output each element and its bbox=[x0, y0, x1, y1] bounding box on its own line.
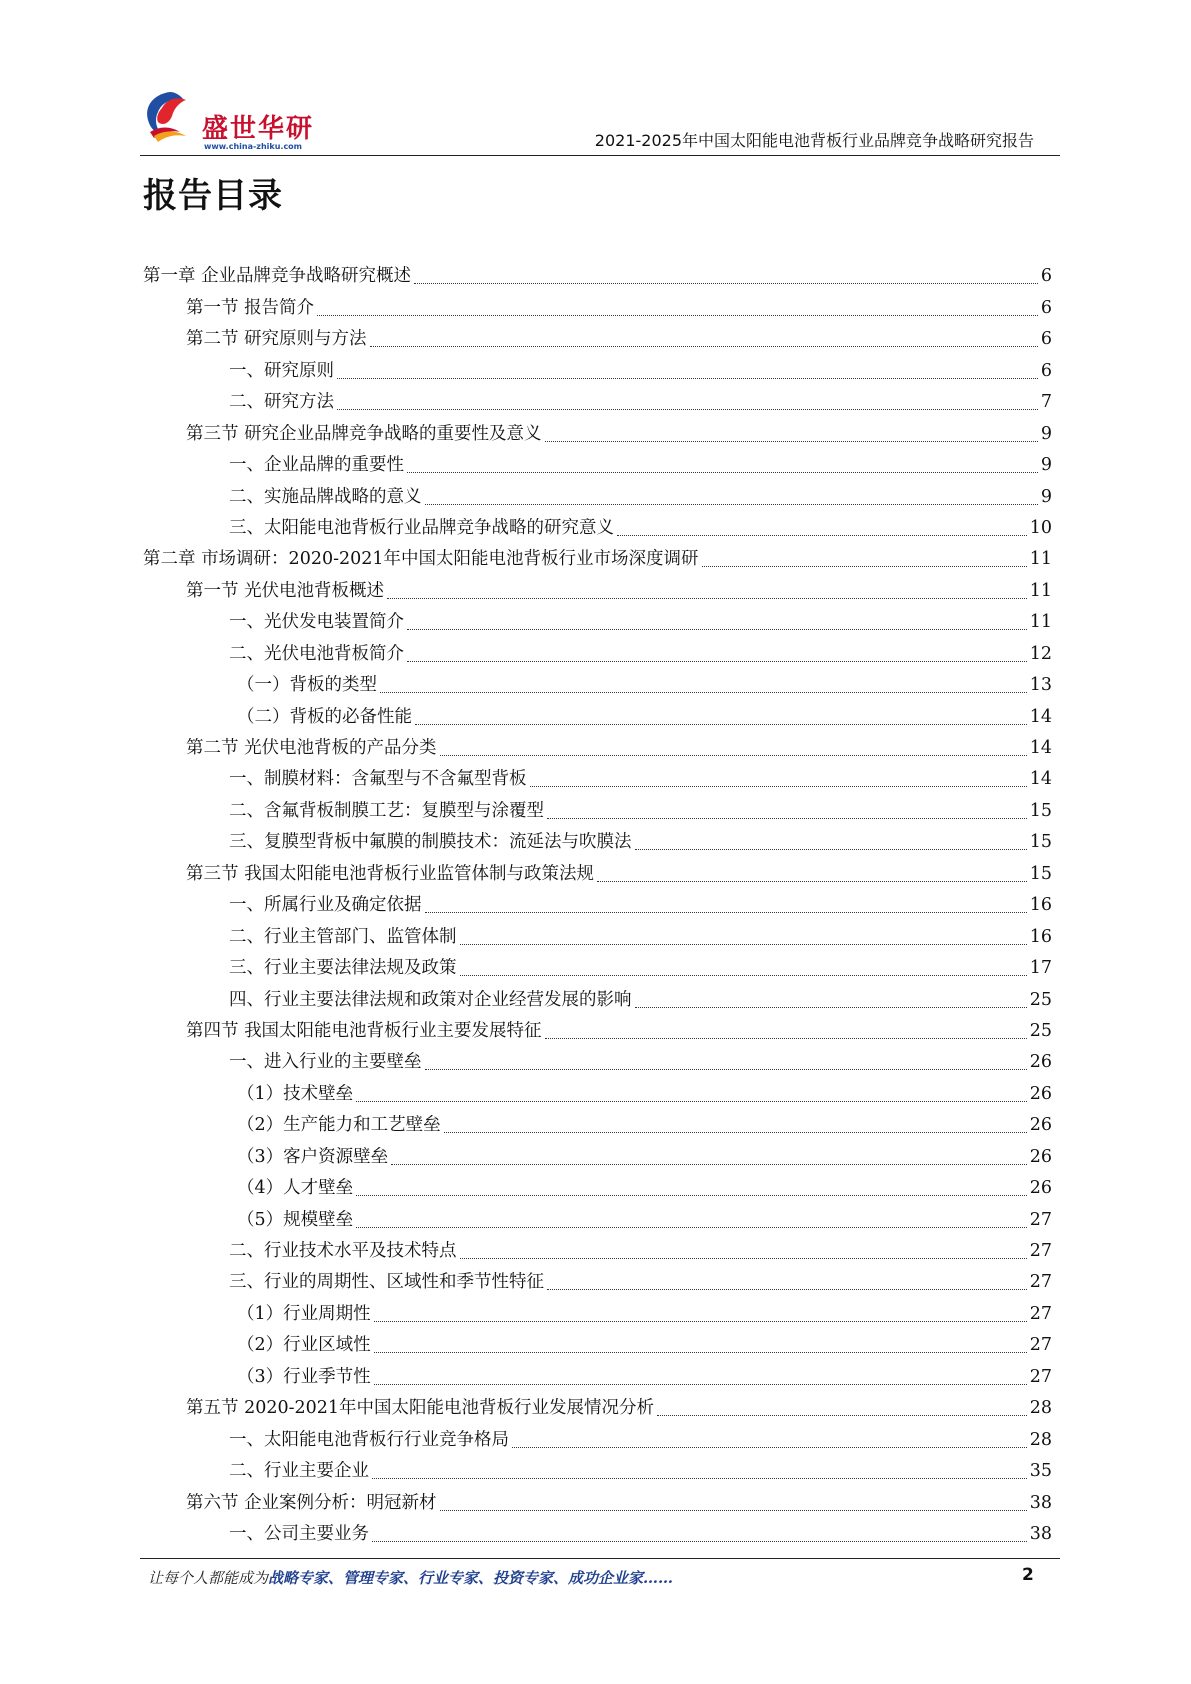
toc-entry-label: 一、公司主要业务 bbox=[229, 1523, 369, 1544]
toc-entry-label: 四、行业主要法律法规和政策对企业经营发展的影响 bbox=[229, 989, 632, 1010]
page-header bbox=[140, 78, 1060, 158]
toc-entry-label: （二）背板的必备性能 bbox=[237, 706, 412, 727]
toc-entry[interactable] bbox=[143, 261, 1052, 292]
toc-entry-page: 9 bbox=[1040, 486, 1052, 507]
toc-entry-label: 二、光伏电池背板简介 bbox=[229, 643, 404, 664]
toc-entry[interactable] bbox=[143, 1487, 1052, 1518]
toc-entry-label: 三、太阳能电池背板行业品牌竞争战略的研究意义 bbox=[229, 517, 614, 538]
toc-dot-leader bbox=[374, 1321, 1027, 1322]
toc-entry[interactable] bbox=[143, 670, 1052, 701]
toc-dot-leader bbox=[356, 1227, 1027, 1228]
toc-entry[interactable] bbox=[143, 450, 1052, 481]
toc-entry-label: 第三节 研究企业品牌竞争战略的重要性及意义 bbox=[186, 423, 542, 444]
toc-entry-page: 26 bbox=[1029, 1052, 1052, 1073]
toc-entry-page: 14 bbox=[1029, 738, 1052, 758]
toc-dot-leader bbox=[617, 535, 1027, 536]
toc-dot-leader bbox=[460, 944, 1027, 945]
toc-entry-page: 14 bbox=[1029, 706, 1052, 727]
toc-entry[interactable] bbox=[143, 1173, 1052, 1204]
page-number: 2 bbox=[1022, 1565, 1034, 1585]
toc-dot-leader bbox=[374, 1384, 1027, 1385]
brand-url: www.china-zhiku.com bbox=[204, 142, 303, 151]
toc-entry[interactable] bbox=[143, 1424, 1052, 1455]
toc-entry-label: 二、实施品牌战略的意义 bbox=[229, 486, 422, 507]
toc-entry[interactable] bbox=[143, 921, 1052, 952]
toc-entry-label: 三、行业的周期性、区域性和季节性特征 bbox=[229, 1272, 544, 1293]
toc-entry-page: 6 bbox=[1040, 329, 1052, 350]
toc-entry-label: （2）行业区域性 bbox=[237, 1335, 371, 1356]
toc-entry-label: 二、含氟背板制膜工艺：复膜型与涂覆型 bbox=[229, 800, 544, 821]
toc-entry[interactable] bbox=[143, 638, 1052, 669]
toc-entry-label: 第五节 2020-2021年中国太阳能电池背板行业发展情况分析 bbox=[186, 1398, 655, 1419]
toc-entry-label: 第六节 企业案例分析：明冠新材 bbox=[186, 1492, 437, 1513]
toc-entry-label: 第二节 光伏电池背板的产品分类 bbox=[186, 738, 437, 758]
toc-dot-leader bbox=[356, 1101, 1027, 1102]
toc-entry-page: 35 bbox=[1029, 1461, 1052, 1482]
toc-entry-page: 16 bbox=[1029, 895, 1052, 916]
toc-entry[interactable] bbox=[143, 1330, 1052, 1361]
toc-entry-label: 第一节 光伏电池背板概述 bbox=[186, 580, 385, 601]
toc-entry-label: （1）技术壁垒 bbox=[237, 1083, 354, 1104]
toc-entry[interactable] bbox=[143, 733, 1052, 764]
toc-dot-leader bbox=[425, 504, 1038, 505]
footer-slogan bbox=[148, 1567, 673, 1588]
toc-dot-leader bbox=[512, 1447, 1027, 1448]
toc-entry-label: 一、制膜材料：含氟型与不含氟型背板 bbox=[229, 769, 527, 790]
toc-entry-page: 25 bbox=[1029, 989, 1052, 1010]
toc-dot-leader bbox=[440, 755, 1027, 756]
toc-entry-page: 28 bbox=[1029, 1398, 1052, 1419]
toc-entry-label: 一、光伏发电装置简介 bbox=[229, 612, 404, 633]
toc-entry[interactable] bbox=[143, 607, 1052, 638]
company-logo bbox=[140, 86, 330, 156]
toc-entry[interactable] bbox=[143, 1047, 1052, 1078]
slogan-prefix: 让每个人都能成为 bbox=[148, 1569, 269, 1587]
toc-dot-leader bbox=[415, 724, 1027, 725]
toc-entry-page: 25 bbox=[1029, 1020, 1052, 1041]
page-title: 报告目录 bbox=[143, 176, 283, 216]
toc-dot-leader bbox=[407, 661, 1027, 662]
logo-mark-icon bbox=[140, 86, 200, 148]
toc-entry-page: 15 bbox=[1029, 800, 1052, 821]
toc-dot-leader bbox=[374, 1352, 1027, 1353]
toc-dot-leader bbox=[414, 283, 1038, 284]
toc-entry-page: 9 bbox=[1040, 455, 1052, 476]
toc-dot-leader bbox=[635, 1007, 1027, 1008]
toc-entry-page: 27 bbox=[1029, 1209, 1052, 1230]
toc-dot-leader bbox=[440, 1510, 1027, 1511]
toc-entry-page: 28 bbox=[1029, 1429, 1052, 1450]
toc-entry[interactable] bbox=[143, 1141, 1052, 1172]
toc-entry[interactable] bbox=[143, 1361, 1052, 1392]
toc-entry-label: 第四节 我国太阳能电池背板行业主要发展特征 bbox=[186, 1020, 542, 1041]
table-of-contents bbox=[143, 261, 1052, 1550]
toc-entry-page: 26 bbox=[1029, 1178, 1052, 1199]
toc-entry[interactable] bbox=[143, 355, 1052, 386]
toc-entry-label: 二、行业主管部门、监管体制 bbox=[229, 926, 457, 947]
toc-entry[interactable] bbox=[143, 324, 1052, 355]
toc-entry-page: 38 bbox=[1029, 1523, 1052, 1544]
toc-entry[interactable] bbox=[143, 795, 1052, 826]
toc-entry-label: （4）人才壁垒 bbox=[237, 1178, 354, 1199]
toc-entry-label: 二、行业技术水平及技术特点 bbox=[229, 1241, 457, 1261]
toc-dot-leader bbox=[530, 786, 1027, 787]
toc-entry[interactable] bbox=[143, 890, 1052, 921]
toc-dot-leader bbox=[387, 598, 1027, 599]
footer-divider bbox=[140, 1558, 1060, 1559]
toc-dot-leader bbox=[547, 1289, 1027, 1290]
toc-entry-label: 三、行业主要法律法规及政策 bbox=[229, 958, 457, 979]
toc-entry-page: 27 bbox=[1029, 1335, 1052, 1356]
toc-entry-page: 15 bbox=[1029, 863, 1052, 884]
toc-entry-label: 第二章 市场调研：2020-2021年中国太阳能电池背板行业市场深度调研 bbox=[143, 549, 699, 570]
toc-entry[interactable] bbox=[143, 1456, 1052, 1487]
toc-dot-leader bbox=[657, 1415, 1027, 1416]
toc-dot-leader bbox=[547, 818, 1027, 819]
document-title: 2021-2025年中国太阳能电池背板行业品牌竞争战略研究报告 bbox=[594, 131, 1034, 150]
toc-entry-label: （一）背板的类型 bbox=[237, 675, 377, 696]
toc-dot-leader bbox=[337, 409, 1038, 410]
header-divider bbox=[140, 155, 1060, 156]
toc-entry-page: 27 bbox=[1029, 1241, 1052, 1261]
toc-dot-leader bbox=[444, 1132, 1027, 1133]
toc-dot-leader bbox=[597, 881, 1027, 882]
toc-entry-label: 一、太阳能电池背板行行业竞争格局 bbox=[229, 1429, 509, 1450]
toc-dot-leader bbox=[460, 975, 1027, 976]
toc-entry-label: 一、进入行业的主要壁垒 bbox=[229, 1052, 422, 1073]
toc-entry-label: （2）生产能力和工艺壁垒 bbox=[237, 1115, 441, 1136]
toc-entry[interactable] bbox=[143, 1016, 1052, 1047]
toc-entry[interactable] bbox=[143, 1519, 1052, 1550]
toc-entry-page: 16 bbox=[1029, 926, 1052, 947]
toc-entry-page: 11 bbox=[1029, 549, 1052, 570]
toc-entry-label: 第三节 我国太阳能电池背板行业监管体制与政策法规 bbox=[186, 863, 595, 884]
toc-dot-leader bbox=[635, 849, 1027, 850]
toc-entry-label: 一、企业品牌的重要性 bbox=[229, 455, 404, 476]
toc-dot-leader bbox=[407, 629, 1027, 630]
toc-entry-page: 11 bbox=[1029, 612, 1052, 633]
toc-dot-leader bbox=[337, 378, 1038, 379]
toc-entry[interactable] bbox=[143, 481, 1052, 512]
toc-entry-page: 11 bbox=[1029, 580, 1052, 601]
toc-entry-page: 15 bbox=[1029, 832, 1052, 853]
toc-entry-label: （3）行业季节性 bbox=[237, 1366, 371, 1387]
toc-entry[interactable] bbox=[143, 1236, 1052, 1267]
toc-entry[interactable] bbox=[143, 292, 1052, 323]
toc-entry-page: 27 bbox=[1029, 1303, 1052, 1324]
toc-dot-leader bbox=[370, 346, 1038, 347]
toc-entry-page: 38 bbox=[1029, 1492, 1052, 1513]
toc-entry[interactable] bbox=[143, 1267, 1052, 1298]
toc-entry-label: 一、研究原则 bbox=[229, 360, 334, 381]
toc-entry-page: 12 bbox=[1029, 643, 1052, 664]
toc-entry[interactable] bbox=[143, 984, 1052, 1015]
toc-entry-label: 第一章 企业品牌竞争战略研究概述 bbox=[143, 266, 412, 287]
toc-entry[interactable] bbox=[143, 575, 1052, 606]
toc-entry-label: 二、行业主要企业 bbox=[229, 1461, 369, 1482]
toc-entry[interactable] bbox=[143, 513, 1052, 544]
toc-entry-label: 第二节 研究原则与方法 bbox=[186, 329, 367, 350]
toc-entry-label: 三、复膜型背板中氟膜的制膜技术：流延法与吹膜法 bbox=[229, 832, 632, 853]
toc-entry[interactable] bbox=[143, 544, 1052, 575]
toc-entry-page: 26 bbox=[1029, 1083, 1052, 1104]
toc-dot-leader bbox=[391, 1164, 1027, 1165]
toc-entry-page: 26 bbox=[1029, 1146, 1052, 1167]
toc-entry-page: 17 bbox=[1029, 958, 1052, 979]
toc-dot-leader bbox=[372, 1478, 1027, 1479]
toc-entry-page: 7 bbox=[1040, 392, 1052, 413]
toc-entry-page: 13 bbox=[1029, 675, 1052, 696]
toc-entry[interactable] bbox=[143, 1393, 1052, 1424]
toc-entry-label: 一、所属行业及确定依据 bbox=[229, 895, 422, 916]
toc-entry[interactable] bbox=[143, 953, 1052, 984]
toc-entry-page: 10 bbox=[1029, 517, 1052, 538]
toc-dot-leader bbox=[425, 1069, 1027, 1070]
toc-entry-page: 6 bbox=[1040, 297, 1052, 318]
toc-dot-leader bbox=[317, 315, 1038, 316]
slogan-emphasis: 战略专家、管理专家、行业专家、投资专家、成功企业家…… bbox=[268, 1569, 674, 1587]
toc-dot-leader bbox=[407, 472, 1038, 473]
toc-entry-page: 6 bbox=[1040, 360, 1052, 381]
toc-dot-leader bbox=[425, 912, 1027, 913]
toc-entry-page: 14 bbox=[1029, 769, 1052, 790]
toc-entry-page: 27 bbox=[1029, 1272, 1052, 1293]
toc-entry[interactable] bbox=[143, 1204, 1052, 1235]
toc-entry-page: 6 bbox=[1040, 266, 1052, 287]
toc-entry-label: （3）客户资源壁垒 bbox=[237, 1146, 389, 1167]
toc-dot-leader bbox=[372, 1541, 1027, 1542]
toc-entry[interactable] bbox=[143, 418, 1052, 449]
toc-entry-page: 26 bbox=[1029, 1115, 1052, 1136]
toc-entry[interactable] bbox=[143, 1110, 1052, 1141]
toc-entry[interactable] bbox=[143, 1078, 1052, 1109]
brand-name: 盛世华研 bbox=[202, 114, 315, 144]
toc-entry-page: 27 bbox=[1029, 1366, 1052, 1387]
toc-dot-leader bbox=[356, 1195, 1027, 1196]
toc-dot-leader bbox=[460, 1258, 1027, 1259]
toc-entry[interactable] bbox=[143, 827, 1052, 858]
toc-entry-label: （1）行业周期性 bbox=[237, 1303, 371, 1324]
toc-entry-label: （5）规模壁垒 bbox=[237, 1209, 354, 1230]
toc-dot-leader bbox=[545, 441, 1038, 442]
toc-entry[interactable] bbox=[143, 858, 1052, 889]
toc-entry[interactable] bbox=[143, 701, 1052, 732]
toc-entry-label: 二、研究方法 bbox=[229, 392, 334, 413]
toc-dot-leader bbox=[545, 1038, 1027, 1039]
toc-dot-leader bbox=[702, 566, 1027, 567]
toc-entry-label: 第一节 报告简介 bbox=[186, 297, 315, 318]
toc-entry-page: 9 bbox=[1040, 423, 1052, 444]
toc-entry[interactable] bbox=[143, 1298, 1052, 1329]
toc-entry[interactable] bbox=[143, 387, 1052, 418]
toc-dot-leader bbox=[380, 692, 1027, 693]
toc-entry[interactable] bbox=[143, 764, 1052, 795]
